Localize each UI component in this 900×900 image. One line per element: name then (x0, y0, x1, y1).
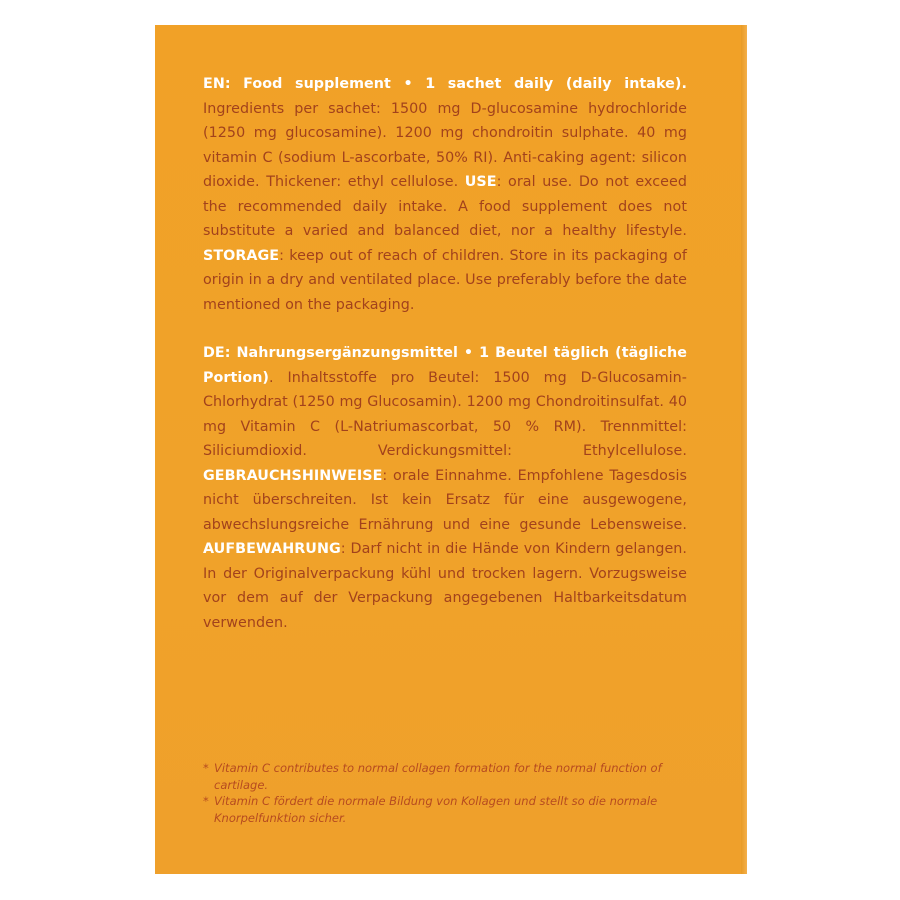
english-use-label: USE (464, 174, 497, 190)
footnote-marker: * (203, 761, 209, 775)
footnote-text: Vitamin C fördert die normale Bildung von Kollagen und stellt so die normale Knorpelfunktion sicher. (214, 794, 658, 825)
label-content (203, 72, 687, 635)
footnote-text: Vitamin C contributes to normal collagen formation for the normal function of cartilage. (214, 761, 662, 792)
english-lead: EN: Food supplement • 1 sachet daily (daily intake). (203, 76, 687, 92)
german-storage-text: : Darf nicht in die Hände von Kindern gelangen. In der Originalverpackung kühl und trocken lagern. Vorzugsweise vor dem auf der Verpackung angegebenen Haltbarkeitsdatum verwenden. (203, 541, 687, 631)
footnotes (203, 760, 715, 826)
english-section (203, 72, 687, 317)
footnote-english (203, 760, 715, 793)
english-use-text: : oral use. Do not exceed the recommended daily intake. A food supplement does not substitute a varied and balanced diet, nor a healthy lifestyle. (203, 174, 687, 239)
german-storage-label: AUFBEWAHRUNG (203, 541, 341, 557)
german-usage-label: GEBRAUCHSHINWEISE (203, 467, 383, 484)
english-storage-text: : keep out of reach of children. Store in its packaging of origin in a dry and ventilated place. Use preferably before the date mentioned on the packaging. (203, 247, 687, 313)
english-storage-label: STORAGE (203, 247, 280, 264)
label-panel (155, 25, 747, 874)
german-ingredients-text: . Inhaltsstoffe pro Beutel: 1500 mg D-Glucosamin-Chlorhydrat (1250 mg Glucosamin). 1200 mg Chondroitinsulfat. 40 mg Vitamin C (L-Natriumascorbat, 50 % RM). Trennmittel: Siliciumdioxid. Verdickungsmittel: Ethylcellulose. (203, 369, 687, 459)
footnote-marker: * (203, 794, 209, 808)
german-lead: DE: Nahrungsergänzungsmittel • 1 Beutel täglich (tägliche Portion) (203, 345, 687, 386)
panel-edge (741, 25, 747, 874)
footnote-german (203, 793, 715, 826)
german-section (203, 341, 687, 635)
english-ingredients-text: Ingredients per sachet: 1500 mg D-glucosamine hydrochloride (1250 mg glucosamine). 1200 mg chondroitin sulphate. 40 mg vitamin C (sodium L-ascorbate, 50% RI). Anti-caking agent: silicon dioxide. Thickener: ethyl cellulose. (203, 100, 687, 190)
german-usage-text: : orale Einnahme. Empfohlene Tagesdosis nicht überschreiten. Ist kein Ersatz für eine ausgewogene, abwechslungsreiche Ernährung und eine gesunde Lebensweise. (203, 467, 687, 533)
